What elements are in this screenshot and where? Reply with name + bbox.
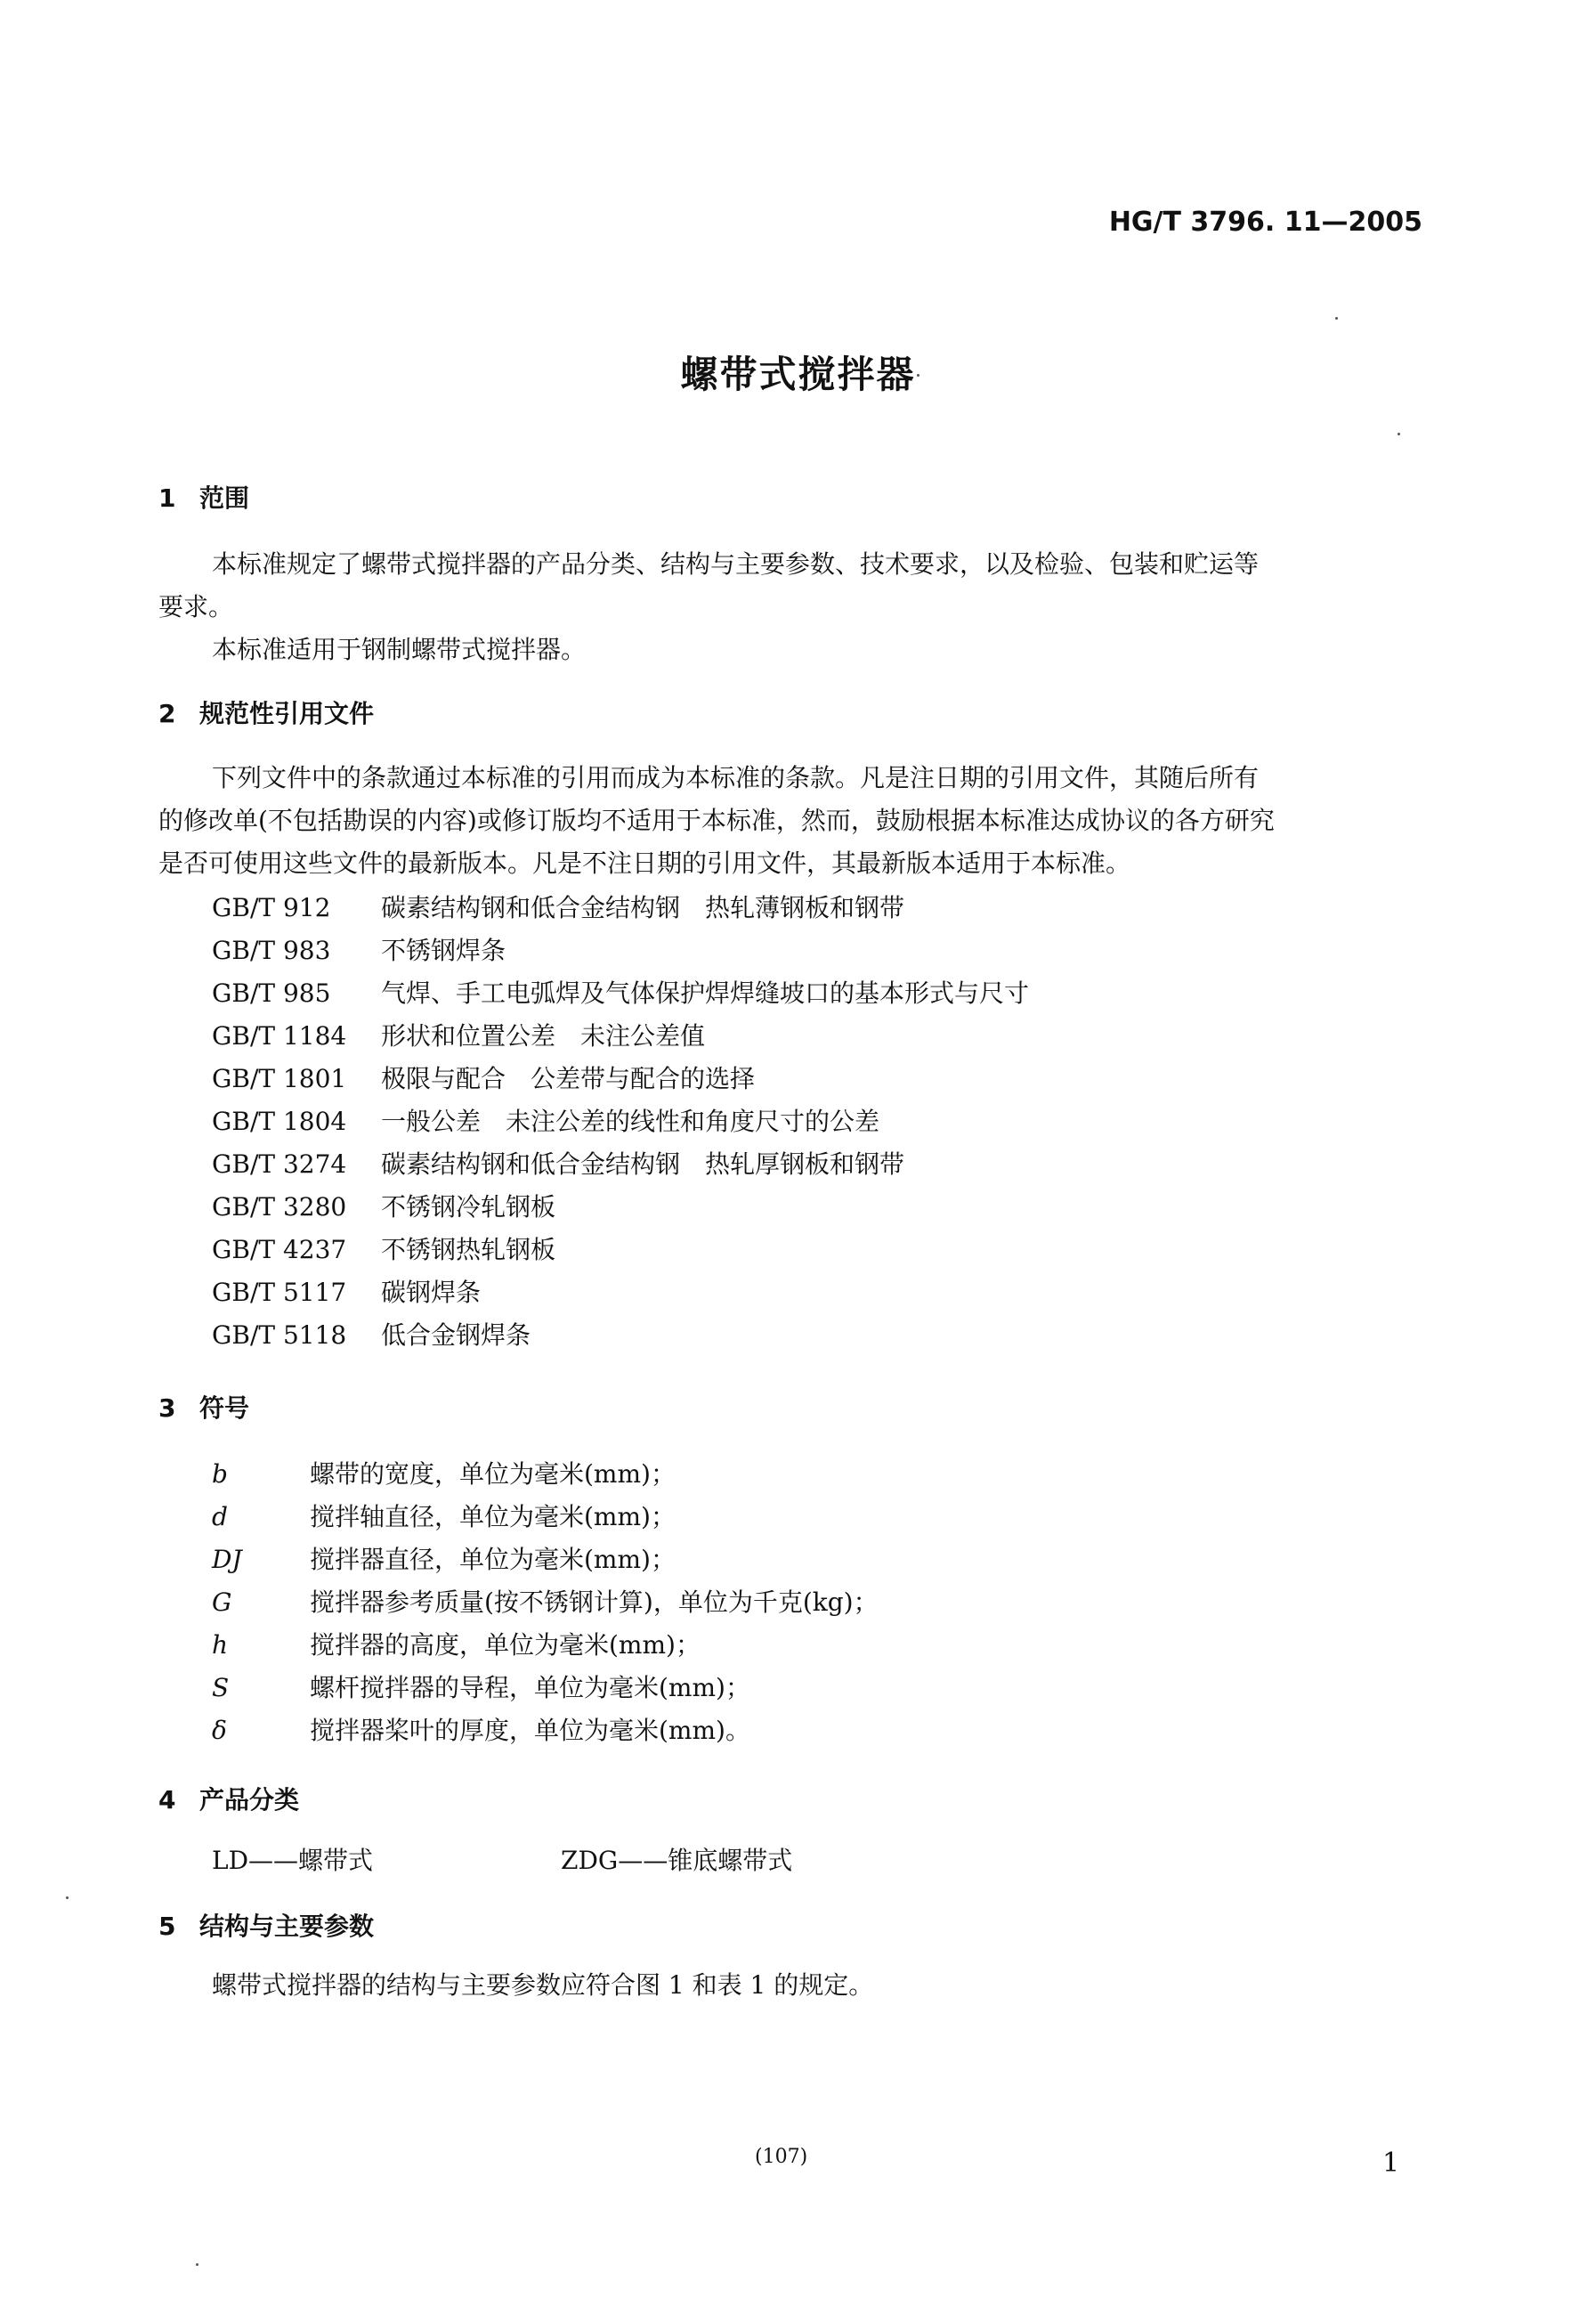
standard-code: HG/T 3796. 11—2005: [1108, 207, 1422, 238]
scan-speck: [66, 1896, 69, 1899]
section-1-heading: [158, 479, 249, 515]
reference-code: GB/T 5118: [212, 1320, 347, 1350]
reference-title: 碳素结构钢和低合金结构钢 热轧薄钢板和钢带: [381, 893, 905, 922]
section-number: 2: [158, 699, 176, 728]
reference-title: 不锈钢热轧钢板: [381, 1235, 556, 1264]
reference-item: [212, 930, 506, 972]
reference-item: [212, 887, 904, 930]
symbol-description: 搅拌器直径，单位为毫米(mm)；: [310, 1545, 676, 1574]
symbol-item: [212, 1581, 879, 1624]
reference-code: GB/T 5117: [212, 1278, 347, 1307]
reference-code: GB/T 1804: [212, 1107, 347, 1136]
reference-code: GB/T 1184: [212, 1021, 347, 1051]
section-title: 规范性引用文件: [199, 699, 375, 728]
section-3-heading: [158, 1389, 249, 1425]
scan-speck: [917, 374, 920, 377]
section-title: 符号: [199, 1393, 250, 1423]
reference-item: [212, 1015, 705, 1058]
reference-item: [212, 1186, 555, 1229]
section-number: 1: [158, 483, 176, 513]
symbol-description: 搅拌轴直径，单位为毫米(mm)；: [310, 1502, 676, 1531]
reference-title: 形状和位置公差 未注公差值: [381, 1021, 706, 1051]
page-number: 1: [1382, 2148, 1400, 2179]
symbol-description: 螺杆搅拌器的导程，单位为毫米(mm)；: [310, 1673, 750, 1702]
reference-item: [212, 1058, 755, 1100]
paragraph: 是否可使用这些文件的最新版本。凡是不注日期的引用文件，其最新版本适用于本标准。: [158, 848, 1131, 878]
reference-code: GB/T 3274: [212, 1149, 347, 1179]
class-item: ZDG——锥底螺带式: [561, 1846, 793, 1875]
paragraph: 本标准规定了螺带式搅拌器的产品分类、结构与主要参数、技术要求，以及检验、包装和贮运等: [212, 549, 1260, 579]
reference-item: [212, 1100, 879, 1143]
footer-page-label: (107): [755, 2146, 808, 2168]
reference-title: 碳素结构钢和低合金结构钢 热轧厚钢板和钢带: [381, 1149, 905, 1179]
reference-title: 碳钢焊条: [381, 1278, 482, 1307]
reference-code: GB/T 912: [212, 893, 331, 922]
reference-item: [212, 1271, 481, 1314]
reference-code: GB/T 983: [212, 936, 331, 965]
section-title: 产品分类: [199, 1785, 300, 1815]
symbol: S: [212, 1673, 230, 1702]
symbol-description: 搅拌器桨叶的厚度，单位为毫米(mm)。: [310, 1716, 750, 1745]
paragraph: 本标准适用于钢制螺带式搅拌器。: [212, 635, 587, 664]
paragraph: 螺带式搅拌器的结构与主要参数应符合图 1 和表 1 的规定。: [212, 1970, 874, 2000]
reference-title: 一般公差 未注公差的线性和角度尺寸的公差: [381, 1107, 880, 1136]
symbol-description: 搅拌器的高度，单位为毫米(mm)；: [310, 1630, 701, 1660]
reference-item: [212, 1143, 904, 1186]
section-4-heading: [158, 1781, 299, 1816]
symbol: δ: [212, 1716, 227, 1745]
symbol: b: [212, 1459, 228, 1489]
scan-speck: [1398, 433, 1400, 435]
symbol: G: [212, 1587, 232, 1617]
page-title: 螺带式搅拌器: [680, 353, 916, 396]
section-number: 3: [158, 1393, 176, 1423]
section-title: 范围: [199, 483, 250, 513]
symbol-item: [212, 1709, 750, 1752]
reference-title: 不锈钢焊条: [381, 936, 506, 965]
section-number: 5: [158, 1912, 176, 1941]
symbol-description: 螺带的宽度，单位为毫米(mm)；: [310, 1459, 676, 1489]
reference-code: GB/T 985: [212, 978, 331, 1008]
section-title: 结构与主要参数: [199, 1912, 375, 1941]
symbol-item: [212, 1667, 750, 1709]
symbol: h: [212, 1630, 229, 1660]
reference-title: 低合金钢焊条: [381, 1320, 531, 1350]
symbol-item: [212, 1539, 676, 1581]
reference-code: GB/T 1801: [212, 1064, 347, 1093]
symbol-item: [212, 1453, 676, 1496]
reference-title: 气焊、手工电弧焊及气体保护焊焊缝坡口的基本形式与尺寸: [381, 978, 1030, 1008]
section-2-heading: [158, 694, 374, 730]
reference-item: [212, 972, 1029, 1015]
reference-item: [212, 1229, 555, 1271]
symbol: d: [212, 1502, 228, 1531]
reference-title: 极限与配合 公差带与配合的选择: [381, 1064, 756, 1093]
paragraph: 下列文件中的条款通过本标准的引用而成为本标准的条款。凡是注日期的引用文件，其随后所有: [212, 763, 1260, 792]
symbol-item: [212, 1496, 676, 1539]
paragraph: 的修改单(不包括勘误的内容)或修订版均不适用于本标准，然而，鼓励根据本标准达成协议的各方研究: [158, 806, 1275, 835]
section-5-heading: [158, 1907, 374, 1943]
scan-speck: [1335, 317, 1338, 320]
section-number: 4: [158, 1785, 176, 1815]
reference-item: [212, 1314, 531, 1357]
reference-code: GB/T 4237: [212, 1235, 347, 1264]
scan-speck: [196, 2263, 198, 2266]
reference-title: 不锈钢冷轧钢板: [381, 1192, 556, 1222]
symbol-description: 搅拌器参考质量(按不锈钢计算)，单位为千克(kg)；: [310, 1587, 879, 1617]
symbol-item: [212, 1624, 701, 1667]
reference-code: GB/T 3280: [212, 1192, 347, 1222]
symbol: DJ: [212, 1545, 242, 1574]
class-item: LD——螺带式: [212, 1846, 374, 1875]
paragraph: 要求。: [158, 592, 234, 621]
